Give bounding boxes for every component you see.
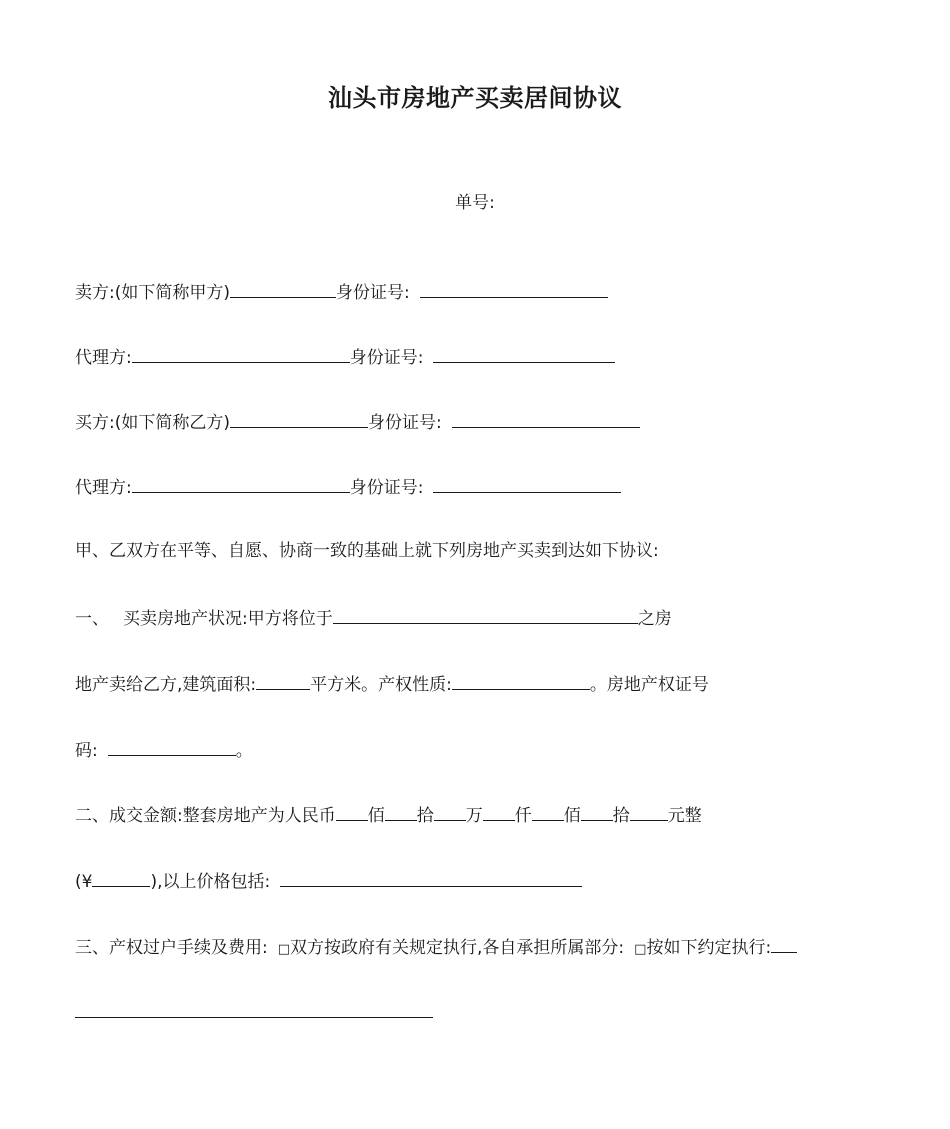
property-location-blank [333, 606, 638, 624]
clause-3-line-2 [75, 1000, 433, 1024]
unit-yuan: 元整 [667, 806, 702, 826]
amount-wan-blank [434, 803, 466, 821]
buyer-id-blank [452, 410, 640, 428]
amount-qian-blank [483, 803, 515, 821]
buyer-name-blank [230, 410, 368, 428]
clause-1-text-g: 。 [235, 741, 253, 761]
doc-number-label: 单号: [455, 193, 495, 213]
custom-terms-blank-start [771, 935, 797, 953]
clause-3-option-1: 双方按政府有关规定执行,各自承担所属部分: [290, 938, 625, 958]
clause-1-line-2 [75, 672, 709, 696]
unit-qian: 仟 [514, 806, 532, 826]
clause-3-text-a: 三、产权过户手续及费用: [75, 938, 268, 958]
seller-id-blank [420, 280, 608, 298]
unit-shi-2: 拾 [612, 806, 630, 826]
clause-1-text-a: 买卖房地产状况:甲方将位于 [123, 609, 333, 629]
amount-shi-blank [581, 803, 613, 821]
clause-1-line-3 [75, 738, 253, 762]
certificate-number-blank [108, 738, 236, 756]
unit-bai-1: 佰 [367, 806, 385, 826]
custom-terms-blank [75, 1000, 433, 1018]
seller-label: 卖方:(如下简称甲方) [75, 283, 230, 303]
clause-3-option-2: 按如下约定执行: [646, 938, 772, 958]
seller-agent-line [75, 345, 615, 369]
buyer-agent-id-label: 身份证号: [349, 478, 424, 498]
clause-2-close: ),以上价格包括: [150, 872, 271, 892]
seller-agent-name-blank [132, 345, 350, 363]
floor-area-blank [256, 672, 310, 690]
buyer-agent-id-blank [433, 475, 621, 493]
seller-agent-label: 代理方: [75, 348, 132, 368]
clause-1-text-b: 之房 [637, 609, 672, 629]
clause-1-text-c: 地产卖给乙方,建筑面积: [75, 675, 257, 695]
seller-line [75, 280, 608, 304]
clause-2-open: (¥ [75, 872, 93, 892]
intro-paragraph: 甲、乙双方在平等、自愿、协商一致的基础上就下列房地产买卖到达如下协议: [75, 541, 659, 561]
seller-id-label: 身份证号: [336, 283, 410, 303]
document-title: 汕头市房地产买卖居间协议 [328, 84, 622, 112]
clause-1-text-e: 。房地产权证号 [589, 675, 709, 695]
clause-1-line-1 [75, 606, 672, 630]
clause-3-line-1 [75, 935, 797, 961]
clause-2-line-2 [75, 869, 582, 893]
unit-bai-2: 佰 [563, 806, 581, 826]
price-includes-blank [280, 869, 582, 887]
clause-2-text-a: 二、成交金额:整套房地产为人民币 [75, 806, 336, 826]
checkbox-icon[interactable]: □ [634, 942, 647, 957]
clause-1-number: 一、 [75, 609, 109, 629]
buyer-label: 买方:(如下简称乙方) [75, 413, 230, 433]
clause-1-text-f: 码: [75, 741, 98, 761]
unit-wan: 万 [465, 806, 483, 826]
buyer-agent-line [75, 475, 621, 499]
clause-1-text-d: 平方米。产权性质: [310, 675, 452, 695]
clause-2-line-1 [75, 803, 702, 827]
buyer-agent-label: 代理方: [75, 478, 132, 498]
checkbox-icon[interactable]: □ [277, 942, 291, 957]
amount-numeric-blank [92, 869, 150, 887]
seller-agent-id-blank [433, 345, 615, 363]
amount-yuan-blank [630, 803, 668, 821]
buyer-id-label: 身份证号: [368, 413, 442, 433]
seller-name-blank [230, 280, 336, 298]
buyer-line [75, 410, 640, 434]
seller-agent-id-label: 身份证号: [349, 348, 424, 368]
buyer-agent-name-blank [132, 475, 350, 493]
amount-bai-blank [532, 803, 564, 821]
unit-shi-1: 拾 [416, 806, 434, 826]
amount-baiwan-blank [336, 803, 368, 821]
amount-shiwan-blank [385, 803, 417, 821]
ownership-nature-blank [452, 672, 590, 690]
